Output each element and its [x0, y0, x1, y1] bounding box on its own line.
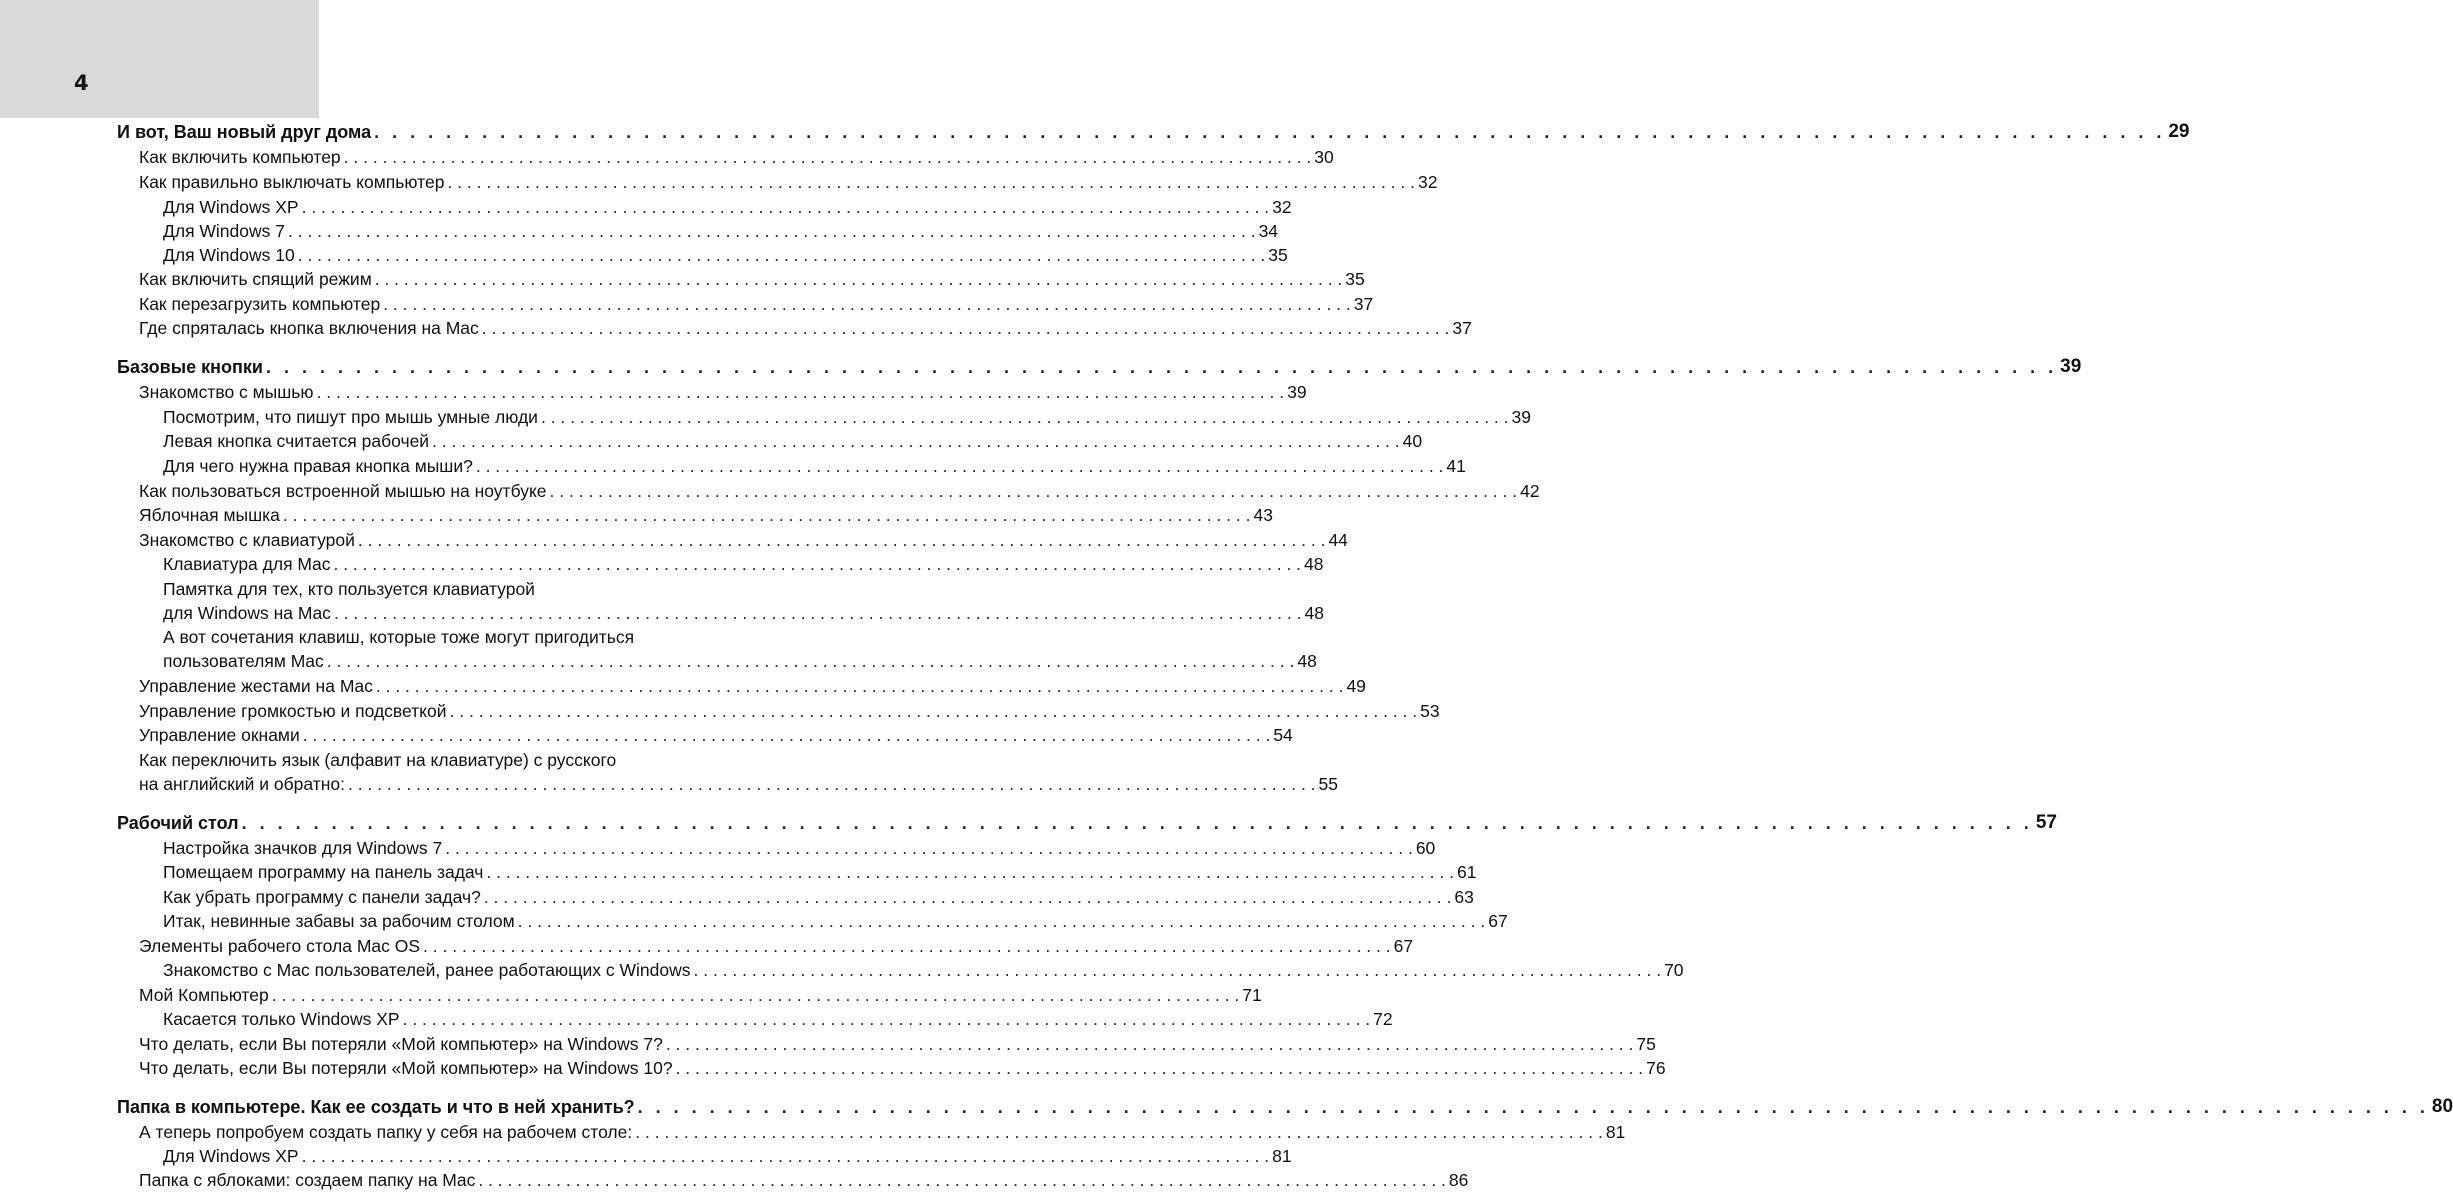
page-number: 4 [74, 71, 89, 95]
toc-page-number: 67 [1488, 911, 1508, 931]
toc-entry[interactable] [139, 528, 1348, 552]
dot-leader: . . . . . . . . . . . . . . . . . . . . . . . . . . . . . . . . . . . . . . . . . . . . . . . . . . . . . . . . . . . . . . . . . . . . . . . . . . . . . . . . . . . . . . . . . . . . . . . . . . . . [483, 887, 1452, 907]
dot-leader: . . . . . . . . . . . . . . . . . . . . . . . . . . . . . . . . . . . . . . . . . . . . . . . . . . . . . . . . . . . . . . . . . . . . . . . . . . . . . . . . . . . . . . . . . . . . . . . . . . . . [549, 481, 1518, 501]
toc-entry[interactable] [163, 1007, 1393, 1031]
toc-entry[interactable] [163, 909, 1508, 933]
toc-entry[interactable] [163, 601, 1324, 625]
toc-entry[interactable] [139, 316, 1472, 340]
toc-entry-title: Помещаем программу на панель задач [163, 862, 484, 882]
toc-page-number: 76 [1646, 1058, 1666, 1078]
dot-leader: . . . . . . . . . . . . . . . . . . . . . . . . . . . . . . . . . . . . . . . . . . . . . . . . . . . . . . . . . . . . . . . . . . . . . . . . . . . . . . . . . . . . . . . . . . . . . . . . . . . . [302, 725, 1271, 745]
dot-leader: . . . . . . . . . . . . . . . . . . . . . . . . . . . . . . . . . . . . . . . . . . . . . . . . . . . . . . . . . . . . . . . . . . . . . . . . . . . . . . . . . . . . . . . . . . . . . . . . . . . . [316, 382, 1285, 402]
toc-entry[interactable] [139, 1168, 1469, 1192]
toc-entry[interactable] [139, 503, 1273, 527]
toc-entry-title: Яблочная мышка [139, 505, 280, 525]
toc-entry-title: Папка в компьютере. Как ее создать и что в ней хранить? [117, 1097, 635, 1117]
toc-page-number: 43 [1253, 505, 1273, 525]
toc-entry-title: Клавиатура для Mac [163, 554, 331, 574]
toc-entry-title: Для чего нужна правая кнопка мыши? [163, 456, 473, 476]
dot-leader: . . . . . . . . . . . . . . . . . . . . . . . . . . . . . . . . . . . . . . . . . . . . . . . . . . . . . . . . . . . . . . . . . . . . . . . . . . . . . . . . . . . . . . . . . . . . . . . . . . . . [475, 456, 1444, 476]
toc-entry-title: Знакомство с мышью [139, 382, 314, 402]
toc-entry-title: Управление жестами на Mac [139, 676, 373, 696]
toc-entry-title: Элементы рабочего стола Mac OS [139, 936, 421, 956]
toc-entry-title: Как пользоваться встроенной мышью на ноутбуке [139, 481, 547, 501]
dot-leader: . . . . . . . . . . . . . . . . . . . . . . . . . . . . . . . . . . . . . . . . . . . . . . . . . . . . . . . . . . . . . . . . . . . . . . . . . . . . . . . . . . . . . . . . . . . . . . . . . . . . [637, 1097, 2429, 1117]
toc-entry[interactable] [139, 723, 1293, 747]
toc-entry-title: Знакомство с Mac пользователей, ранее работающих с Windows [163, 960, 691, 980]
toc-entry[interactable] [163, 1144, 1292, 1168]
toc-page-number: 39 [1511, 407, 1531, 427]
toc-chapter-entry[interactable] [117, 120, 2190, 144]
toc-page-number: 37 [1353, 294, 1374, 314]
toc-entry[interactable] [163, 195, 1292, 219]
toc-entry-title: Для Windows 7 [163, 221, 285, 241]
dot-leader: . . . . . . . . . . . . . . . . . . . . . . . . . . . . . . . . . . . . . . . . . . . . . . . . . . . . . . . . . . . . . . . . . . . . . . . . . . . . . . . . . . . . . . . . . . . . . . . . . . . . [375, 676, 1344, 696]
toc-entry-title: Как убрать программу с панели задач? [163, 887, 481, 907]
toc-entry-title: Рабочий стол [117, 813, 239, 833]
dot-leader: . . . . . . . . . . . . . . . . . . . . . . . . . . . . . . . . . . . . . . . . . . . . . . . . . . . . . . . . . . . . . . . . . . . . . . . . . . . . . . . . . . . . . . . . . . . . . . . . . . . . [347, 774, 1316, 794]
toc-page-number: 53 [1420, 701, 1440, 721]
toc-entry-title: Мой Компьютер [139, 985, 269, 1005]
toc-page-number: 81 [1605, 1122, 1626, 1142]
toc-entry-title: Как правильно выключать компьютер [139, 172, 445, 192]
toc-page-number: 70 [1664, 960, 1684, 980]
toc-page-number: 80 [2431, 1096, 2453, 1117]
toc-page-number: 60 [1415, 838, 1436, 858]
toc-page-number: 54 [1273, 725, 1293, 745]
toc-entry-title: Левая кнопка считается рабочей [163, 431, 430, 451]
dot-leader: . . . . . . . . . . . . . . . . . . . . . . . . . . . . . . . . . . . . . . . . . . . . . . . . . . . . . . . . . . . . . . . . . . . . . . . . . . . . . . . . . . . . . . . . . . . . . . . . . . . . [478, 1170, 1446, 1190]
toc-page-number: 48 [1297, 651, 1317, 671]
toc-page-number: 35 [1268, 245, 1288, 265]
toc-entry-title: Где спряталась кнопка включения на Mac [139, 318, 479, 338]
toc-entry[interactable] [163, 958, 1684, 982]
dot-leader: . . . . . . . . . . . . . . . . . . . . . . . . . . . . . . . . . . . . . . . . . . . . . . . . . . . . . . . . . . . . . . . . . . . . . . . . . . . . . . . . . . . . . . . . . . . . . . . . . . . . [481, 318, 1450, 338]
toc-page-number: 34 [1258, 221, 1279, 241]
toc-entry-title: Для Windows XP [163, 1146, 299, 1166]
toc-entry-title: Итак, невинные забавы за рабочим столом [163, 911, 515, 931]
dot-leader: . . . . . . . . . . . . . . . . . . . . . . . . . . . . . . . . . . . . . . . . . . . . . . . . . . . . . . . . . . . . . . . . . . . . . . . . . . . . . . . . . . . . . . . . . . . . . . . . . . . . [402, 1009, 1371, 1029]
toc-entry-title: Базовые кнопки [117, 357, 263, 377]
dot-leader: . . . . . . . . . . . . . . . . . . . . . . . . . . . . . . . . . . . . . . . . . . . . . . . . . . . . . . . . . . . . . . . . . . . . . . . . . . . . . . . . . . . . . . . . . . . . . . . . . . . . [241, 813, 2033, 833]
toc-entry-title: Для Windows 10 [163, 245, 295, 265]
dot-leader: . . . . . . . . . . . . . . . . . . . . . . . . . . . . . . . . . . . . . . . . . . . . . . . . . . . . . . . . . . . . . . . . . . . . . . . . . . . . . . . . . . . . . . . . . . . . . . . . . . . . [693, 960, 1662, 980]
toc-page-number: 55 [1318, 774, 1339, 794]
toc-entry-title: пользователям Mac [163, 651, 324, 671]
toc-page-number: 39 [1287, 382, 1307, 402]
toc-entry-title: И вот, Ваш новый друг дома [117, 122, 372, 142]
dot-leader: . . . . . . . . . . . . . . . . . . . . . . . . . . . . . . . . . . . . . . . . . . . . . . . . . . . . . . . . . . . . . . . . . . . . . . . . . . . . . . . . . . . . . . . . . . . . . . . . . . . . [675, 1058, 1644, 1078]
toc-page-number: 48 [1304, 603, 1324, 623]
toc-entry[interactable] [139, 983, 1262, 1007]
toc-entry[interactable] [163, 836, 1436, 860]
dot-leader: . . . . . . . . . . . . . . . . . . . . . . . . . . . . . . . . . . . . . . . . . . . . . . . . . . . . . . . . . . . . . . . . . . . . . . . . . . . . . . . . . . . . . . . . . . . . . . . . . . . . [486, 862, 1454, 882]
dot-leader: . . . . . . . . . . . . . . . . . . . . . . . . . . . . . . . . . . . . . . . . . . . . . . . . . . . . . . . . . . . . . . . . . . . . . . . . . . . . . . . . . . . . . . . . . . . . . . . . . . . . [374, 269, 1343, 289]
toc-entry-title: Что делать, если Вы потеряли «Мой компьютер» на Windows 7? [139, 1034, 663, 1054]
toc-entry[interactable] [139, 479, 1540, 503]
toc-page-number: 61 [1456, 862, 1477, 882]
dot-leader: . . . . . . . . . . . . . . . . . . . . . . . . . . . . . . . . . . . . . . . . . . . . . . . . . . . . . . . . . . . . . . . . . . . . . . . . . . . . . . . . . . . . . . . . . . . . . . . . . . . . [517, 911, 1486, 931]
dot-leader: . . . . . . . . . . . . . . . . . . . . . . . . . . . . . . . . . . . . . . . . . . . . . . . . . . . . . . . . . . . . . . . . . . . . . . . . . . . . . . . . . . . . . . . . . . . . . . . . . . . . [635, 1122, 1603, 1142]
toc-entry[interactable] [163, 243, 1288, 267]
toc-entry-title-line: А вот сочетания клавиш, которые тоже могут пригодиться [163, 627, 635, 647]
toc-entry-title: Управление громкостью и подсветкой [139, 701, 447, 721]
toc-entry[interactable] [163, 454, 1466, 478]
toc-entry-title: Касается только Windows XP [163, 1009, 400, 1029]
dot-leader: . . . . . . . . . . . . . . . . . . . . . . . . . . . . . . . . . . . . . . . . . . . . . . . . . . . . . . . . . . . . . . . . . . . . . . . . . . . . . . . . . . . . . . . . . . . . . . . . . . . . [301, 197, 1270, 217]
toc-entry-title: для Windows на Mac [163, 603, 331, 623]
toc-page-number: 32 [1272, 197, 1292, 217]
toc-entry[interactable] [139, 1032, 1656, 1056]
toc-page-number: 86 [1448, 1170, 1469, 1190]
dot-leader: . . . . . . . . . . . . . . . . . . . . . . . . . . . . . . . . . . . . . . . . . . . . . . . . . . . . . . . . . . . . . . . . . . . . . . . . . . . . . . . . . . . . . . . . . . . . . . . . . . . . [432, 431, 1400, 451]
toc-entry[interactable] [139, 1120, 1626, 1144]
dot-leader: . . . . . . . . . . . . . . . . . . . . . . . . . . . . . . . . . . . . . . . . . . . . . . . . . . . . . . . . . . . . . . . . . . . . . . . . . . . . . . . . . . . . . . . . . . . . . . . . . . . . [374, 122, 2166, 142]
toc-entry[interactable] [139, 145, 1334, 169]
toc-entry-title: Знакомство с клавиатурой [139, 530, 355, 550]
toc-chapter-entry[interactable] [117, 1095, 2453, 1119]
toc-chapter-entry[interactable] [117, 811, 2057, 835]
toc-entry[interactable] [163, 552, 1324, 576]
toc-page-number: 63 [1454, 887, 1474, 907]
dot-leader: . . . . . . . . . . . . . . . . . . . . . . . . . . . . . . . . . . . . . . . . . . . . . . . . . . . . . . . . . . . . . . . . . . . . . . . . . . . . . . . . . . . . . . . . . . . . . . . . . . . . [297, 245, 1266, 265]
toc-page-number: 40 [1402, 431, 1423, 451]
dot-leader: . . . . . . . . . . . . . . . . . . . . . . . . . . . . . . . . . . . . . . . . . . . . . . . . . . . . . . . . . . . . . . . . . . . . . . . . . . . . . . . . . . . . . . . . . . . . . . . . . . . . [445, 838, 1413, 858]
dot-leader: . . . . . . . . . . . . . . . . . . . . . . . . . . . . . . . . . . . . . . . . . . . . . . . . . . . . . . . . . . . . . . . . . . . . . . . . . . . . . . . . . . . . . . . . . . . . . . . . . . . . [383, 294, 1351, 314]
toc-page-number: 81 [1272, 1146, 1292, 1166]
toc-entry[interactable] [139, 934, 1414, 958]
dot-leader: . . . . . . . . . . . . . . . . . . . . . . . . . . . . . . . . . . . . . . . . . . . . . . . . . . . . . . . . . . . . . . . . . . . . . . . . . . . . . . . . . . . . . . . . . . . . . . . . . . . . [288, 221, 1256, 241]
toc-entry[interactable] [139, 170, 1438, 194]
toc-page-number: 71 [1242, 985, 1262, 1005]
toc-entry-title: Как включить компьютер [139, 147, 341, 167]
dot-leader: . . . . . . . . . . . . . . . . . . . . . . . . . . . . . . . . . . . . . . . . . . . . . . . . . . . . . . . . . . . . . . . . . . . . . . . . . . . . . . . . . . . . . . . . . . . . . . . . . . . . [540, 407, 1509, 427]
dot-leader: . . . . . . . . . . . . . . . . . . . . . . . . . . . . . . . . . . . . . . . . . . . . . . . . . . . . . . . . . . . . . . . . . . . . . . . . . . . . . . . . . . . . . . . . . . . . . . . . . . . . [357, 530, 1326, 550]
dot-leader: . . . . . . . . . . . . . . . . . . . . . . . . . . . . . . . . . . . . . . . . . . . . . . . . . . . . . . . . . . . . . . . . . . . . . . . . . . . . . . . . . . . . . . . . . . . . . . . . . . . . [282, 505, 1251, 525]
toc-entry[interactable] [163, 649, 1317, 673]
dot-leader: . . . . . . . . . . . . . . . . . . . . . . . . . . . . . . . . . . . . . . . . . . . . . . . . . . . . . . . . . . . . . . . . . . . . . . . . . . . . . . . . . . . . . . . . . . . . . . . . . . . . [449, 701, 1418, 721]
toc-page-number: 42 [1520, 481, 1540, 501]
dot-leader: . . . . . . . . . . . . . . . . . . . . . . . . . . . . . . . . . . . . . . . . . . . . . . . . . . . . . . . . . . . . . . . . . . . . . . . . . . . . . . . . . . . . . . . . . . . . . . . . . . . . [271, 985, 1240, 1005]
toc-entry-title: Папка с яблоками: создаем папку на Mac [139, 1170, 476, 1190]
toc-page-number: 32 [1417, 172, 1438, 192]
toc-entry-title: Что делать, если Вы потеряли «Мой компьютер» на Windows 10? [139, 1058, 673, 1078]
toc-entry[interactable] [139, 380, 1307, 404]
toc-page-number: 57 [2035, 812, 2057, 833]
toc-entry-title: А теперь попробуем создать папку у себя на рабочем столе: [139, 1122, 633, 1142]
toc-page-number: 49 [1346, 676, 1366, 696]
toc-entry[interactable] [163, 405, 1531, 429]
toc-entry-title: на английский и обратно: [139, 774, 345, 794]
toc-entry[interactable] [163, 429, 1423, 453]
dot-leader: . . . . . . . . . . . . . . . . . . . . . . . . . . . . . . . . . . . . . . . . . . . . . . . . . . . . . . . . . . . . . . . . . . . . . . . . . . . . . . . . . . . . . . . . . . . . . . . . . . . . [265, 357, 2058, 377]
toc-page-number: 41 [1446, 456, 1466, 476]
toc-page-number: 72 [1373, 1009, 1393, 1029]
toc-entry[interactable] [139, 292, 1374, 316]
toc-entry-title: Настройка значков для Windows 7 [163, 838, 443, 858]
toc-entry[interactable] [139, 772, 1339, 796]
toc-entry[interactable] [163, 885, 1474, 909]
toc-page-number: 67 [1393, 936, 1414, 956]
toc-page-number: 75 [1636, 1034, 1656, 1054]
toc-entry-title-line: Как переключить язык (алфавит на клавиатуре) с русского [139, 750, 617, 770]
toc-entry[interactable] [139, 699, 1440, 723]
dot-leader: . . . . . . . . . . . . . . . . . . . . . . . . . . . . . . . . . . . . . . . . . . . . . . . . . . . . . . . . . . . . . . . . . . . . . . . . . . . . . . . . . . . . . . . . . . . . . . . . . . . . [665, 1034, 1634, 1054]
toc-entry-title: Как перезагрузить компьютер [139, 294, 381, 314]
toc-page-number: 48 [1304, 554, 1324, 574]
toc-entry[interactable] [139, 674, 1366, 698]
toc-entry-title-line: Памятка для тех, кто пользуется клавиатурой [163, 579, 535, 599]
toc-entry[interactable] [163, 860, 1477, 884]
toc-page-number: 30 [1314, 147, 1334, 167]
dot-leader: . . . . . . . . . . . . . . . . . . . . . . . . . . . . . . . . . . . . . . . . . . . . . . . . . . . . . . . . . . . . . . . . . . . . . . . . . . . . . . . . . . . . . . . . . . . . . . . . . . . . [333, 603, 1302, 623]
toc-chapter-entry[interactable] [117, 355, 2082, 379]
toc-page-number: 37 [1452, 318, 1472, 338]
toc-entry-title: Как включить спящий режим [139, 269, 372, 289]
toc-page-number: 44 [1328, 530, 1348, 550]
toc-page-number: 39 [2060, 356, 2082, 377]
toc-entry[interactable] [139, 1056, 1666, 1080]
toc-page-number: 29 [2168, 121, 2190, 142]
dot-leader: . . . . . . . . . . . . . . . . . . . . . . . . . . . . . . . . . . . . . . . . . . . . . . . . . . . . . . . . . . . . . . . . . . . . . . . . . . . . . . . . . . . . . . . . . . . . . . . . . . . . [301, 1146, 1270, 1166]
dot-leader: . . . . . . . . . . . . . . . . . . . . . . . . . . . . . . . . . . . . . . . . . . . . . . . . . . . . . . . . . . . . . . . . . . . . . . . . . . . . . . . . . . . . . . . . . . . . . . . . . . . . [447, 172, 1415, 192]
dot-leader: . . . . . . . . . . . . . . . . . . . . . . . . . . . . . . . . . . . . . . . . . . . . . . . . . . . . . . . . . . . . . . . . . . . . . . . . . . . . . . . . . . . . . . . . . . . . . . . . . . . . [333, 554, 1302, 574]
toc-page-number: 35 [1345, 269, 1365, 289]
dot-leader: . . . . . . . . . . . . . . . . . . . . . . . . . . . . . . . . . . . . . . . . . . . . . . . . . . . . . . . . . . . . . . . . . . . . . . . . . . . . . . . . . . . . . . . . . . . . . . . . . . . . [423, 936, 1391, 956]
toc-entry[interactable] [139, 267, 1365, 291]
dot-leader: . . . . . . . . . . . . . . . . . . . . . . . . . . . . . . . . . . . . . . . . . . . . . . . . . . . . . . . . . . . . . . . . . . . . . . . . . . . . . . . . . . . . . . . . . . . . . . . . . . . . [326, 651, 1295, 671]
toc-entry-title: Для Windows XP [163, 197, 299, 217]
toc-entry[interactable] [163, 219, 1279, 243]
dot-leader: . . . . . . . . . . . . . . . . . . . . . . . . . . . . . . . . . . . . . . . . . . . . . . . . . . . . . . . . . . . . . . . . . . . . . . . . . . . . . . . . . . . . . . . . . . . . . . . . . . . . [343, 147, 1312, 167]
toc-entry-title: Посмотрим, что пишут про мышь умные люди [163, 407, 538, 427]
toc-entry-title: Управление окнами [139, 725, 300, 745]
